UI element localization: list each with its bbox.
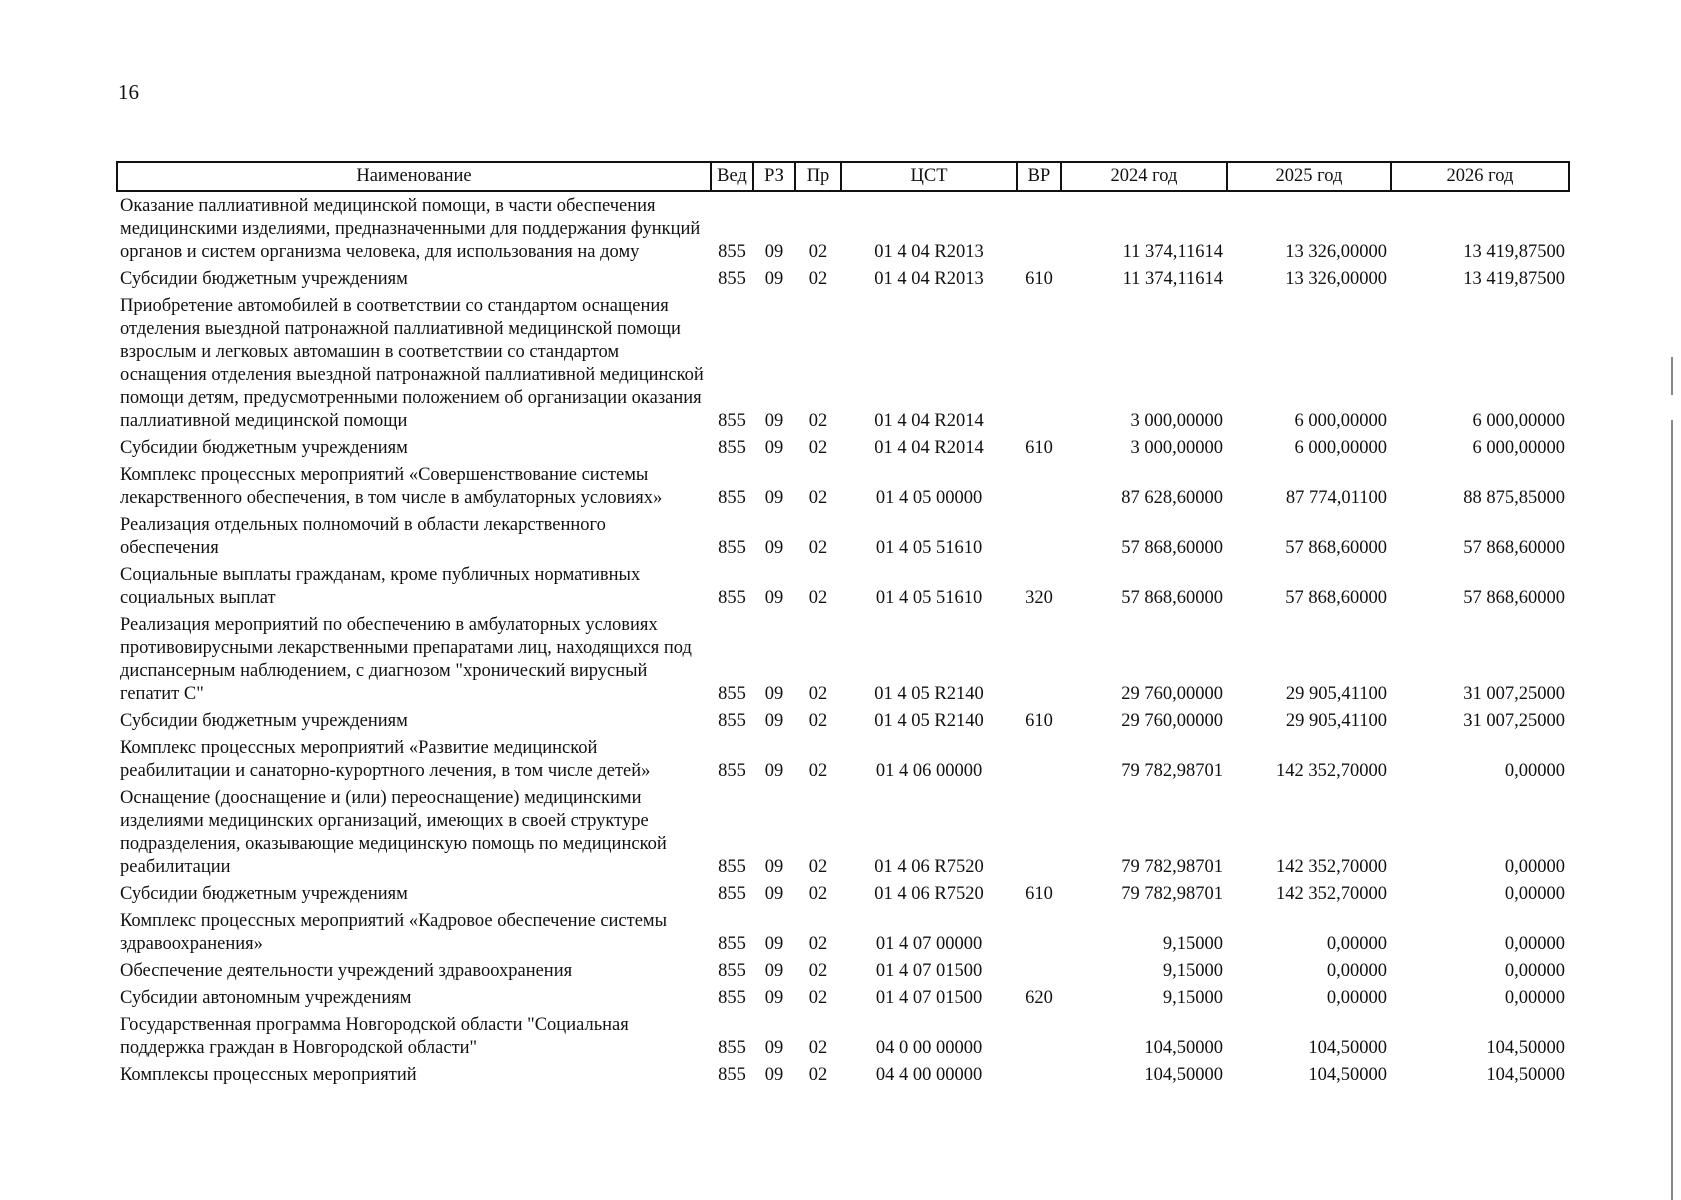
cell-2024: 11 374,11614	[1122, 242, 1223, 262]
cell-2026: 88 875,85000	[1463, 488, 1565, 508]
cell-2026: 6 000,00000	[1472, 438, 1565, 458]
cell-vr: 620	[1025, 988, 1053, 1008]
cell-2024: 79 782,98701	[1121, 857, 1223, 877]
cell-2024: 87 628,60000	[1121, 488, 1223, 508]
cell-name: Субсидии автономным учреждениям	[120, 988, 412, 1008]
cell-2026: 31 007,25000	[1463, 711, 1565, 731]
cell-vr	[1017, 614, 1061, 710]
cell-2025: 104,50000	[1308, 1038, 1387, 1058]
cell-2026: 31 007,25000	[1463, 684, 1565, 704]
cell-name: Комплекс процессных мероприятий «Развитие медицинской реабилитации и санаторно-курортного лечения, в том числе детей»	[120, 738, 651, 781]
cell-cst: 01 4 06 R7520	[874, 884, 984, 904]
cell-rz: 09	[764, 588, 784, 608]
scan-edge-mark	[1671, 420, 1673, 1200]
cell-2025: 87 774,01100	[1285, 488, 1387, 508]
cell-2024: 57 868,60000	[1121, 538, 1223, 558]
budget-table	[116, 161, 1570, 1091]
cell-2025: 29 905,41100	[1285, 684, 1387, 704]
cell-2025: 6 000,00000	[1294, 438, 1387, 458]
cell-cst: 01 4 04 R2014	[874, 411, 984, 431]
cell-2026: 13 419,87500	[1463, 269, 1565, 289]
cell-ved: 855	[718, 961, 746, 981]
cell-cst: 01 4 06 00000	[875, 761, 983, 781]
table-row	[117, 437, 1569, 464]
cell-cst: 01 4 04 R2013	[874, 269, 984, 289]
cell-vr	[1017, 464, 1061, 514]
page-number: 16	[118, 80, 139, 104]
cell-2026: 0,00000	[1504, 988, 1565, 1008]
cell-cst: 01 4 04 R2013	[874, 242, 984, 262]
cell-cst: 01 4 06 R7520	[874, 857, 984, 877]
cell-2025: 142 352,70000	[1276, 761, 1387, 781]
cell-2024: 29 760,00000	[1121, 684, 1223, 704]
cell-2024: 104,50000	[1144, 1065, 1223, 1085]
cell-2025: 6 000,00000	[1294, 411, 1387, 431]
cell-name: Оснащение (дооснащение и (или) переоснащение) медицинскими изделиями медицинских организаций, имеющих в своей структуре подразделения, оказывающие медицинскую помощь по медицинской реабилитации	[120, 788, 667, 877]
cell-2024: 57 868,60000	[1121, 588, 1223, 608]
cell-pr: 02	[808, 269, 828, 289]
cell-vr: 610	[1025, 884, 1053, 904]
cell-2025: 104,50000	[1308, 1065, 1387, 1085]
table-row	[117, 195, 1569, 268]
cell-pr: 02	[808, 411, 828, 431]
cell-2026: 104,50000	[1486, 1038, 1565, 1058]
cell-2025: 142 352,70000	[1276, 857, 1387, 877]
cell-2025: 13 326,00000	[1285, 269, 1387, 289]
cell-cst: 04 4 00 00000	[875, 1065, 983, 1085]
cell-name: Реализация мероприятий по обеспечению в амбулаторных условиях противовирусными лекарственными препаратами лиц, находящихся под диспансерным наблюдением, с диагнозом "хронический вирусный гепатит С"	[120, 615, 692, 704]
cell-2026: 0,00000	[1504, 884, 1565, 904]
cell-vr: 610	[1025, 269, 1053, 289]
cell-pr: 02	[808, 961, 828, 981]
cell-cst: 01 4 05 R2140	[874, 711, 984, 731]
cell-vr	[1017, 787, 1061, 883]
table-row	[117, 295, 1569, 437]
cell-2025: 0,00000	[1326, 961, 1387, 981]
cell-name: Реализация отдельных полномочий в области лекарственного обеспечения	[120, 515, 606, 558]
cell-2025: 57 868,60000	[1285, 588, 1387, 608]
table-row	[117, 464, 1569, 514]
cell-pr: 02	[808, 438, 828, 458]
header-2024: 2024 год	[1061, 162, 1227, 191]
cell-2025: 0,00000	[1326, 988, 1387, 1008]
cell-rz: 09	[764, 961, 784, 981]
cell-vr	[1017, 960, 1061, 987]
cell-vr	[1017, 910, 1061, 960]
cell-pr: 02	[808, 684, 828, 704]
cell-ved: 855	[718, 269, 746, 289]
cell-ved: 855	[718, 761, 746, 781]
cell-2024: 9,15000	[1162, 961, 1223, 981]
cell-2024: 3 000,00000	[1130, 438, 1223, 458]
cell-2026: 0,00000	[1504, 857, 1565, 877]
cell-ved: 855	[718, 884, 746, 904]
cell-pr: 02	[808, 988, 828, 1008]
cell-2024: 79 782,98701	[1121, 761, 1223, 781]
header-row	[117, 162, 1569, 191]
cell-name: Социальные выплаты гражданам, кроме публичных нормативных социальных выплат	[120, 565, 641, 608]
cell-rz: 09	[764, 269, 784, 289]
cell-name: Субсидии бюджетным учреждениям	[120, 711, 408, 731]
cell-2026: 13 419,87500	[1463, 242, 1565, 262]
cell-ved: 855	[718, 588, 746, 608]
cell-rz: 09	[764, 242, 784, 262]
cell-pr: 02	[808, 538, 828, 558]
cell-2026: 104,50000	[1486, 1065, 1565, 1085]
cell-cst: 01 4 04 R2014	[874, 438, 984, 458]
cell-pr: 02	[808, 488, 828, 508]
cell-pr: 02	[808, 1038, 828, 1058]
table-row	[117, 710, 1569, 737]
cell-rz: 09	[764, 684, 784, 704]
cell-2025: 29 905,41100	[1285, 711, 1387, 731]
cell-cst: 01 4 07 01500	[875, 988, 983, 1008]
table-row	[117, 737, 1569, 787]
scan-edge-mark	[1671, 357, 1673, 395]
cell-2026: 57 868,60000	[1463, 538, 1565, 558]
table-row	[117, 268, 1569, 295]
cell-ved: 855	[718, 988, 746, 1008]
header-name: Наименование	[117, 162, 711, 191]
cell-2025: 13 326,00000	[1285, 242, 1387, 262]
cell-ved: 855	[718, 242, 746, 262]
cell-name: Комплекс процессных мероприятий «Кадровое обеспечение системы здравоохранения»	[120, 911, 668, 954]
cell-cst: 01 4 07 01500	[875, 961, 983, 981]
header-vr: ВР	[1017, 162, 1061, 191]
cell-cst: 04 0 00 00000	[875, 1038, 983, 1058]
header-rz: РЗ	[753, 162, 795, 191]
cell-2024: 29 760,00000	[1121, 711, 1223, 731]
table-row	[117, 614, 1569, 710]
header-2025: 2025 год	[1227, 162, 1391, 191]
cell-vr	[1017, 1014, 1061, 1064]
cell-rz: 09	[764, 538, 784, 558]
cell-rz: 09	[764, 438, 784, 458]
cell-ved: 855	[718, 1065, 746, 1085]
cell-name: Государственная программа Новгородской области "Социальная поддержка граждан в Новгородской области"	[120, 1015, 629, 1058]
table-row	[117, 910, 1569, 960]
cell-2025: 0,00000	[1326, 934, 1387, 954]
cell-2026: 57 868,60000	[1463, 588, 1565, 608]
cell-2026: 0,00000	[1504, 961, 1565, 981]
cell-rz: 09	[764, 711, 784, 731]
cell-vr	[1017, 737, 1061, 787]
cell-rz: 09	[764, 1065, 784, 1085]
cell-pr: 02	[808, 884, 828, 904]
cell-rz: 09	[764, 411, 784, 431]
header-pr: Пр	[795, 162, 841, 191]
cell-name: Субсидии бюджетным учреждениям	[120, 438, 408, 458]
cell-name: Комплекс процессных мероприятий «Совершенствование системы лекарственного обеспечения, в том числе в амбулаторных условиях»	[120, 465, 663, 508]
table-body	[117, 195, 1569, 1091]
cell-name: Субсидии бюджетным учреждениям	[120, 884, 408, 904]
cell-ved: 855	[718, 857, 746, 877]
cell-2026: 0,00000	[1504, 761, 1565, 781]
table-row	[117, 960, 1569, 987]
cell-rz: 09	[764, 934, 784, 954]
cell-2024: 9,15000	[1162, 988, 1223, 1008]
header-2026: 2026 год	[1391, 162, 1569, 191]
cell-pr: 02	[808, 1065, 828, 1085]
cell-pr: 02	[808, 934, 828, 954]
cell-ved: 855	[718, 684, 746, 704]
cell-pr: 02	[808, 242, 828, 262]
cell-vr	[1017, 295, 1061, 437]
table-row	[117, 787, 1569, 883]
table-row	[117, 514, 1569, 564]
cell-pr: 02	[808, 711, 828, 731]
cell-2024: 3 000,00000	[1130, 411, 1223, 431]
table-row	[117, 1014, 1569, 1064]
cell-cst: 01 4 05 51610	[875, 588, 983, 608]
cell-ved: 855	[718, 934, 746, 954]
cell-cst: 01 4 05 R2140	[874, 684, 984, 704]
cell-2024: 11 374,11614	[1122, 269, 1223, 289]
table-row	[117, 564, 1569, 614]
header-ved: Вед	[711, 162, 753, 191]
cell-cst: 01 4 05 51610	[875, 538, 983, 558]
table-header	[117, 162, 1569, 195]
table-row	[117, 1064, 1569, 1091]
cell-2024: 104,50000	[1144, 1038, 1223, 1058]
cell-rz: 09	[764, 988, 784, 1008]
cell-ved: 855	[718, 538, 746, 558]
cell-rz: 09	[764, 488, 784, 508]
cell-vr	[1017, 514, 1061, 564]
cell-vr	[1017, 195, 1061, 268]
cell-vr: 320	[1025, 588, 1053, 608]
cell-rz: 09	[764, 884, 784, 904]
cell-name: Обеспечение деятельности учреждений здравоохранения	[120, 961, 573, 981]
cell-2025: 57 868,60000	[1285, 538, 1387, 558]
cell-vr: 610	[1025, 438, 1053, 458]
cell-ved: 855	[718, 711, 746, 731]
cell-cst: 01 4 07 00000	[875, 934, 983, 954]
cell-rz: 09	[764, 1038, 784, 1058]
cell-2025: 142 352,70000	[1276, 884, 1387, 904]
cell-pr: 02	[808, 761, 828, 781]
cell-vr: 610	[1025, 711, 1053, 731]
cell-pr: 02	[808, 857, 828, 877]
cell-2026: 6 000,00000	[1472, 411, 1565, 431]
cell-ved: 855	[718, 1038, 746, 1058]
cell-ved: 855	[718, 438, 746, 458]
cell-rz: 09	[764, 857, 784, 877]
cell-pr: 02	[808, 588, 828, 608]
cell-2024: 79 782,98701	[1121, 884, 1223, 904]
cell-name: Комплексы процессных мероприятий	[120, 1065, 417, 1085]
cell-name: Приобретение автомобилей в соответствии со стандартом оснащения отделения выездной патронажной паллиативной медицинской помощи взрослым и легковых автомашин в соответствии со стандартом оснащения отделения выездной патронажной паллиативной медицинской помощи детям, предусмотренными положением об организации оказания паллиативной медицинской помощи	[120, 296, 704, 431]
header-cst: ЦСТ	[841, 162, 1017, 191]
cell-cst: 01 4 05 00000	[875, 488, 983, 508]
cell-name: Субсидии бюджетным учреждениям	[120, 269, 408, 289]
cell-ved: 855	[718, 411, 746, 431]
cell-2026: 0,00000	[1504, 934, 1565, 954]
cell-rz: 09	[764, 761, 784, 781]
table-row	[117, 987, 1569, 1014]
cell-2024: 9,15000	[1162, 934, 1223, 954]
cell-ved: 855	[718, 488, 746, 508]
table-row	[117, 883, 1569, 910]
cell-vr	[1017, 1064, 1061, 1091]
cell-name: Оказание паллиативной медицинской помощи, в части обеспечения медицинскими изделиями, предназначенными для поддержания функций органов и систем организма человека, для использования на дому	[120, 196, 701, 262]
